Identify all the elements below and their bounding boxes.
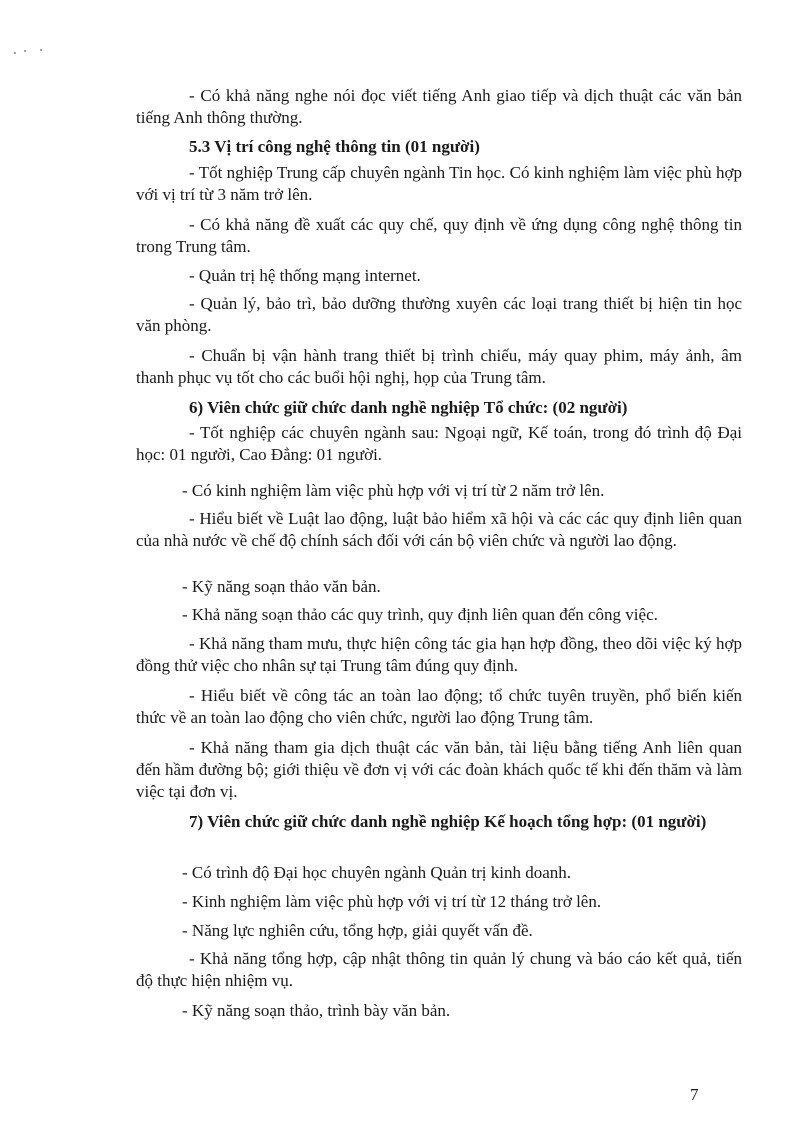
scan-speck (14, 52, 16, 54)
paragraph: - Hiểu biết về công tác an toàn lao động; tổ chức tuyên truyền, phổ biến kiến thức về an toàn lao động cho viên chức, người lao động Trung tâm. (136, 686, 742, 727)
paragraph: - Tốt nghiệp các chuyên ngành sau: Ngoại ngữ, Kế toán, trong đó trình độ Đại học: 01 người, Cao Đẳng: 01 người. (136, 423, 742, 464)
paragraph: - Có khả năng đề xuất các quy chế, quy định về ứng dụng công nghệ thông tin trong Trung tâm. (136, 215, 742, 256)
paragraph: - Khả năng tham gia dịch thuật các văn bản, tài liệu bằng tiếng Anh liên quan đến hầm đường bộ; giới thiệu về đơn vị với các đoàn khách quốc tế khi đến thăm và làm việc tại đơn vị. (136, 738, 742, 801)
paragraph: - Kinh nghiệm làm việc phù hợp với vị trí từ 12 tháng trở lên. (182, 892, 602, 911)
paragraph: - Có khả năng nghe nói đọc viết tiếng Anh giao tiếp và dịch thuật các văn bản tiếng Anh thông thường. (136, 86, 742, 127)
paragraph: - Hiểu biết về Luật lao động, luật bảo hiểm xã hội và các các quy định liên quan của nhà nước về chế độ chính sách đối với cán bộ viên chức và người lao động. (136, 509, 742, 550)
paragraph: - Có trình độ Đại học chuyên ngành Quản trị kinh doanh. (182, 863, 572, 882)
paragraph: - Có kinh nghiệm làm việc phù hợp với vị trí từ 2 năm trở lên. (182, 481, 605, 500)
page-number: 7 (690, 1085, 699, 1104)
paragraph: - Khả năng tham mưu, thực hiện công tác gia hạn hợp đồng, theo dõi việc ký hợp đồng thử việc cho nhân sự tại Trung tâm đúng quy định. (136, 634, 742, 675)
section-heading: 6) Viên chức giữ chức danh nghề nghiệp Tổ chức: (02 người) (189, 398, 628, 417)
paragraph: - Kỹ năng soạn thảo văn bản. (182, 577, 381, 596)
scan-speck (24, 50, 26, 52)
paragraph: - Quản lý, bảo trì, bảo dưỡng thường xuyên các loại trang thiết bị hiện tin học văn phòng. (136, 294, 742, 335)
section-heading: 5.3 Vị trí công nghệ thông tin (01 người) (189, 137, 480, 156)
paragraph: - Quản trị hệ thống mạng internet. (189, 266, 421, 285)
paragraph: - Khả năng soạn thảo các quy trình, quy định liên quan đến công việc. (182, 605, 658, 624)
paragraph: - Khả năng tổng hợp, cập nhật thông tin quản lý chung và báo cáo kết quả, tiến độ thực hiện nhiệm vụ. (136, 949, 742, 990)
paragraph: - Chuẩn bị vận hành trang thiết bị trình chiếu, máy quay phim, máy ảnh, âm thanh phục vụ tốt cho các buổi hội nghị, họp của Trung tâm. (136, 346, 742, 387)
paragraph: - Kỹ năng soạn thảo, trình bày văn bản. (182, 1001, 451, 1020)
section-heading: 7) Viên chức giữ chức danh nghề nghiệp Kế hoạch tổng hợp: (01 người) (189, 812, 707, 831)
paragraph: - Tốt nghiệp Trung cấp chuyên ngành Tin học. Có kinh nghiệm làm việc phù hợp với vị trí từ 3 năm trở lên. (136, 163, 742, 204)
scan-speck (40, 49, 42, 51)
paragraph: - Năng lực nghiên cứu, tổng hợp, giải quyết vấn đề. (182, 921, 533, 940)
